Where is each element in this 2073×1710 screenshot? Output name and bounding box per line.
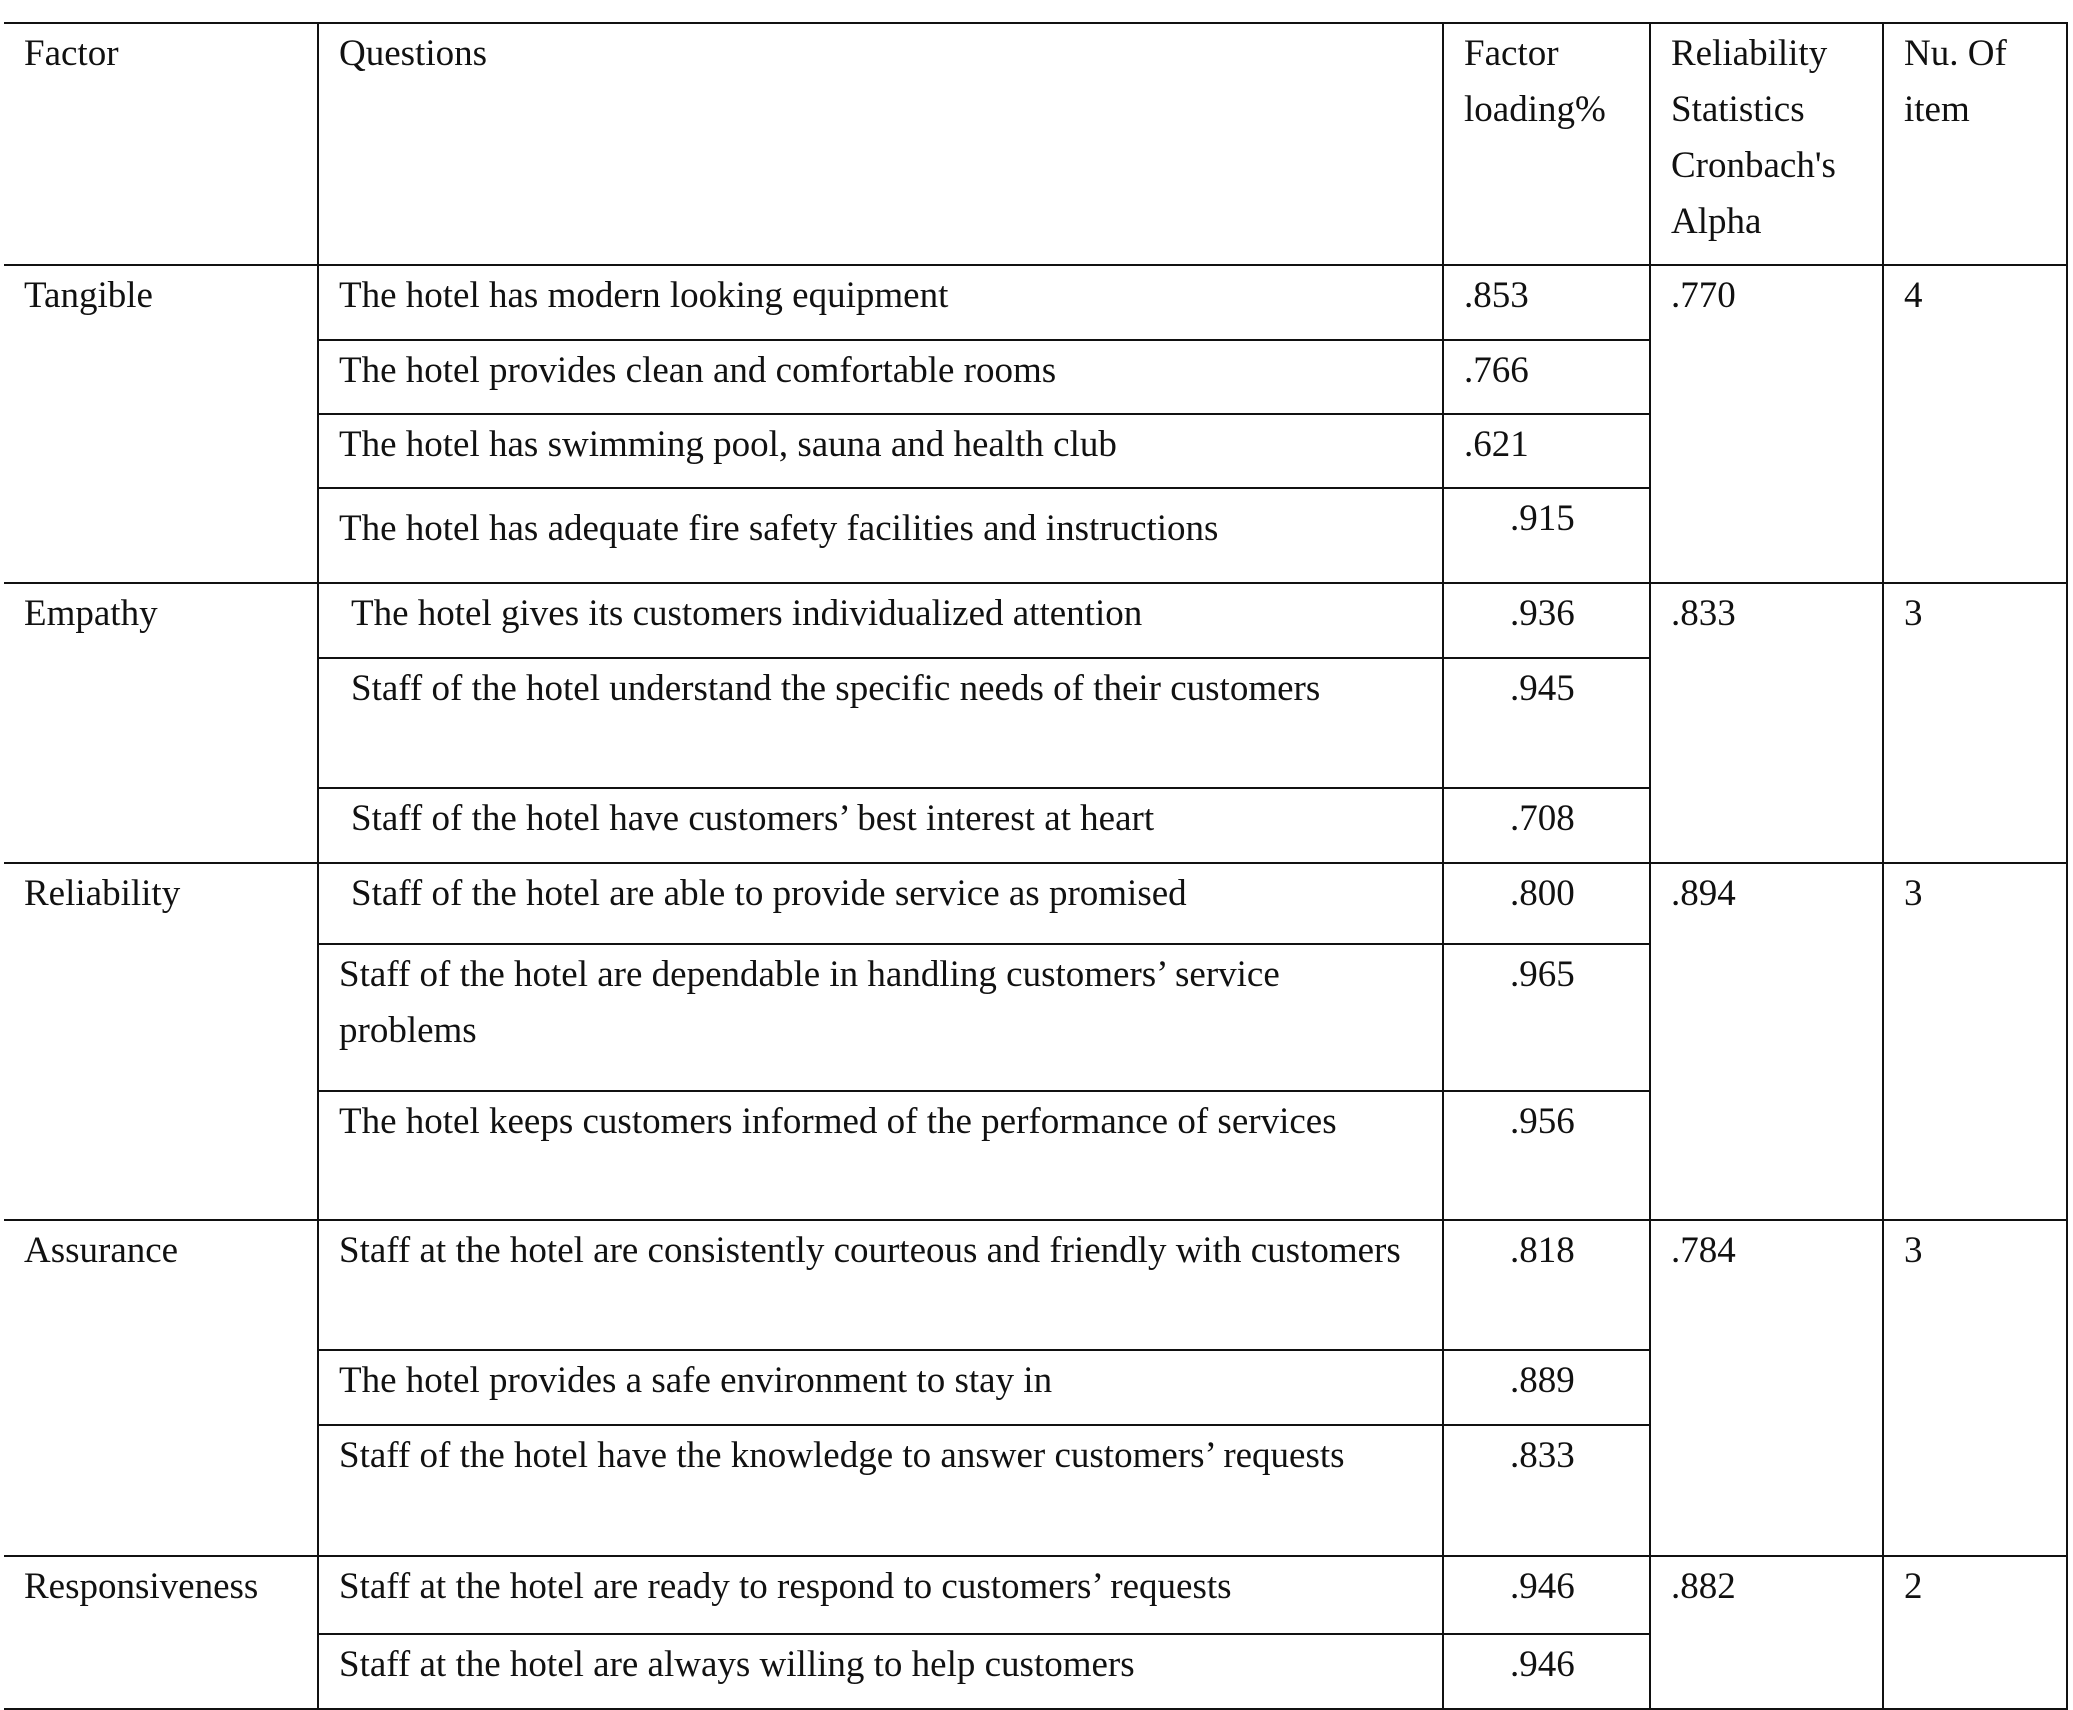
question-cell: Staff at the hotel are ready to respond to customers’ requests xyxy=(318,1556,1443,1634)
loading-cell: .915 xyxy=(1443,488,1650,583)
factor-cell: Reliability xyxy=(4,863,318,1220)
table-row xyxy=(4,863,2067,944)
question-cell: The hotel keeps customers informed of the performance of services xyxy=(318,1091,1443,1220)
loading-cell: .833 xyxy=(1443,1425,1650,1556)
loading-cell: .853 xyxy=(1443,265,1650,340)
alpha-cell: .882 xyxy=(1650,1556,1883,1709)
question-cell: Staff at the hotel are consistently courteous and friendly with customers xyxy=(318,1220,1443,1350)
factor-cell: Tangible xyxy=(4,265,318,583)
table-body xyxy=(4,23,2067,1709)
question-cell: Staff of the hotel understand the specific needs of their customers xyxy=(318,658,1443,788)
alpha-cell: .894 xyxy=(1650,863,1883,1220)
loading-cell: .800 xyxy=(1443,863,1650,944)
factor-cell: Assurance xyxy=(4,1220,318,1556)
table-row xyxy=(4,265,2067,340)
header-loading: Factor loading% xyxy=(1443,23,1650,265)
header-questions: Questions xyxy=(318,23,1443,265)
loading-cell: .965 xyxy=(1443,944,1650,1091)
reliability-table xyxy=(4,22,2068,1710)
question-cell: The hotel has swimming pool, sauna and health club xyxy=(318,414,1443,488)
loading-cell: .766 xyxy=(1443,340,1650,414)
items-cell: 3 xyxy=(1883,863,2067,1220)
table-row xyxy=(4,583,2067,658)
header-alpha: Reliability Statistics Cronbach's Alpha xyxy=(1650,23,1883,265)
loading-cell: .956 xyxy=(1443,1091,1650,1220)
loading-cell: .708 xyxy=(1443,788,1650,863)
loading-cell: .889 xyxy=(1443,1350,1650,1425)
header-items: Nu. Of item xyxy=(1883,23,2067,265)
table-row xyxy=(4,1556,2067,1634)
question-cell: Staff of the hotel have customers’ best interest at heart xyxy=(318,788,1443,863)
header-factor: Factor xyxy=(4,23,318,265)
table-row xyxy=(4,1220,2067,1350)
alpha-cell: .833 xyxy=(1650,583,1883,863)
items-cell: 3 xyxy=(1883,1220,2067,1556)
question-cell: Staff of the hotel are able to provide service as promised xyxy=(318,863,1443,944)
items-cell: 4 xyxy=(1883,265,2067,583)
factor-cell: Empathy xyxy=(4,583,318,863)
alpha-cell: .784 xyxy=(1650,1220,1883,1556)
loading-cell: .946 xyxy=(1443,1556,1650,1634)
alpha-cell: .770 xyxy=(1650,265,1883,583)
question-cell: The hotel gives its customers individualized attention xyxy=(318,583,1443,658)
question-cell: Staff of the hotel are dependable in handling customers’ service problems xyxy=(318,944,1443,1091)
loading-cell: .945 xyxy=(1443,658,1650,788)
factor-cell: Responsiveness xyxy=(4,1556,318,1709)
loading-cell: .818 xyxy=(1443,1220,1650,1350)
question-cell: The hotel has adequate fire safety facilities and instructions xyxy=(318,488,1443,583)
question-cell: The hotel provides clean and comfortable rooms xyxy=(318,340,1443,414)
loading-cell: .621 xyxy=(1443,414,1650,488)
question-cell: The hotel has modern looking equipment xyxy=(318,265,1443,340)
items-cell: 3 xyxy=(1883,583,2067,863)
question-cell: Staff at the hotel are always willing to help customers xyxy=(318,1634,1443,1709)
loading-cell: .946 xyxy=(1443,1634,1650,1709)
items-cell: 2 xyxy=(1883,1556,2067,1709)
loading-cell: .936 xyxy=(1443,583,1650,658)
question-cell: Staff of the hotel have the knowledge to answer customers’ requests xyxy=(318,1425,1443,1556)
question-cell: The hotel provides a safe environment to stay in xyxy=(318,1350,1443,1425)
header-row xyxy=(4,23,2067,265)
